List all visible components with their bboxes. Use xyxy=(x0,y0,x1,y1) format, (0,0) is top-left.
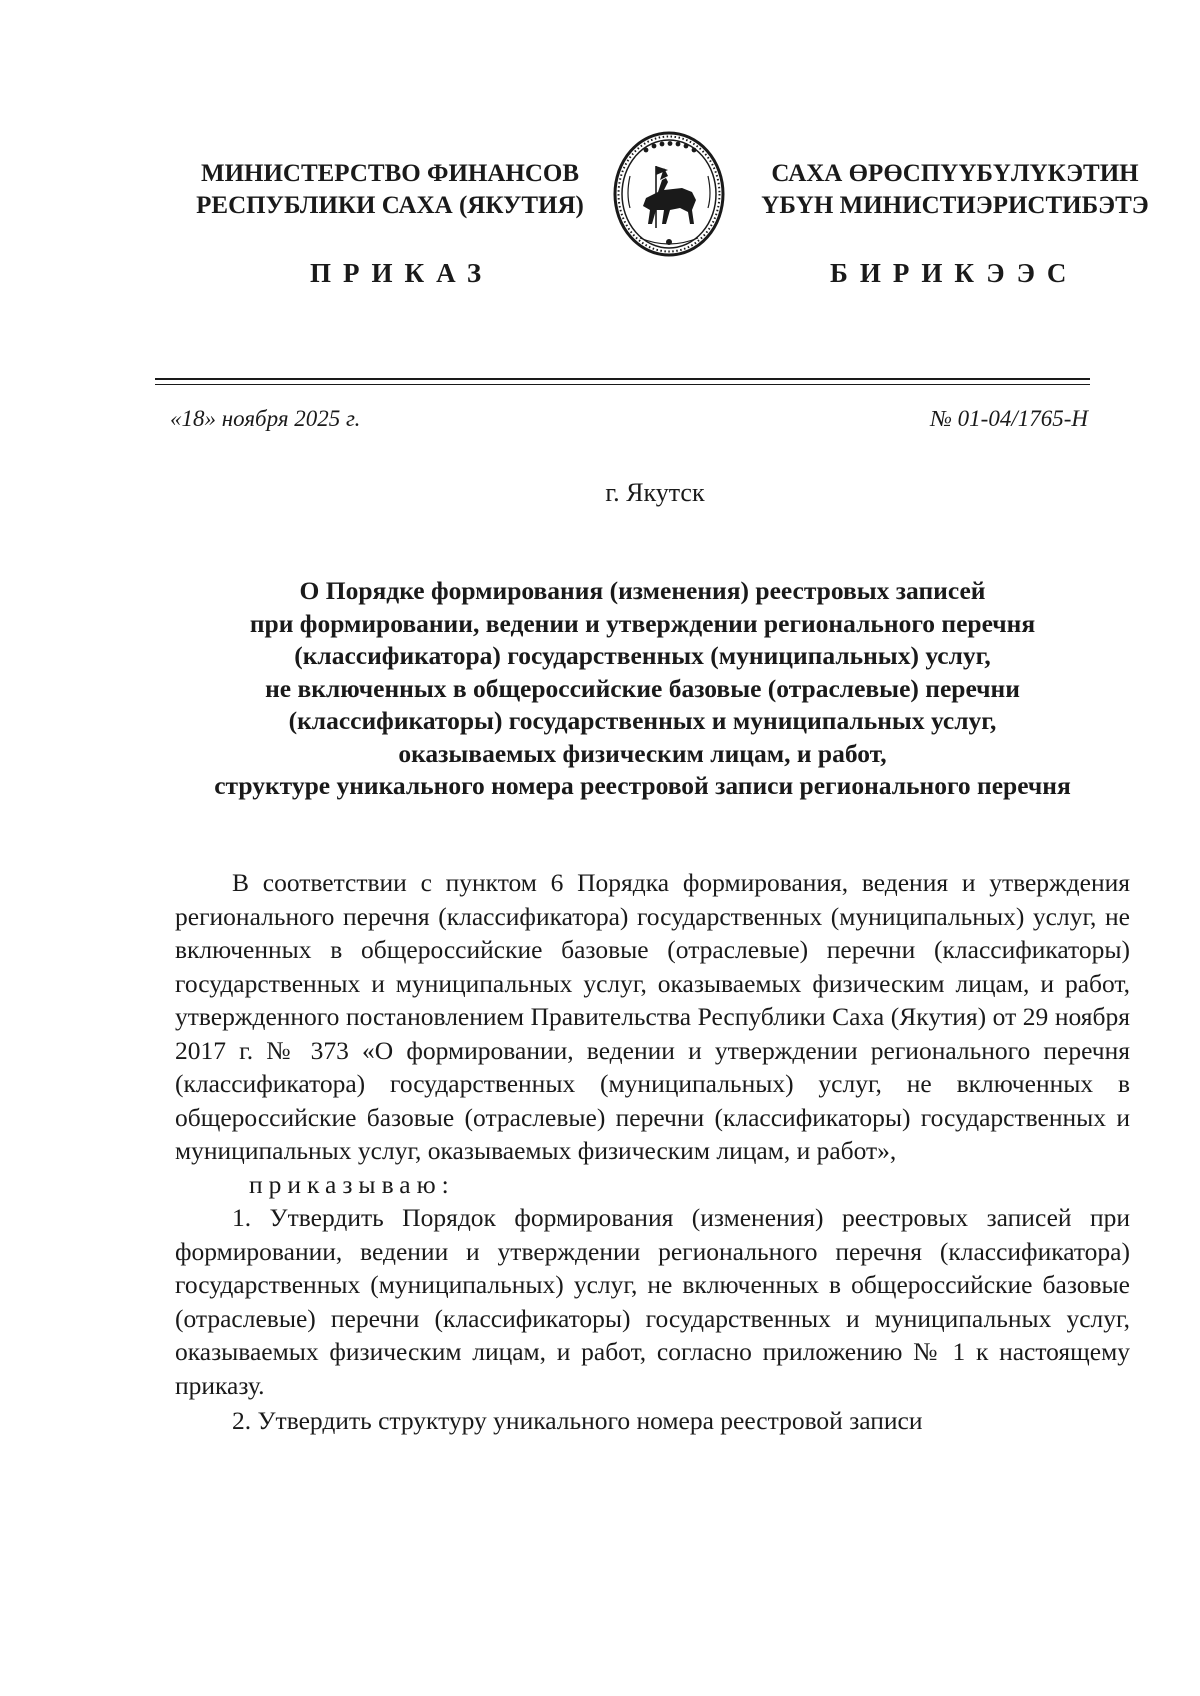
clause-1-paragraph: 1. Утвердить Порядок формирования (изменения) реестровых записей при формировании, ведении и утверждении регионального перечня (классификатора) государственных (муниципальных) услуг, не включенных в общероссийские базовые (отраслевые) перечни (классификаторы) государственных и муниципальных услуг, оказываемых физическим лицам, и работ, согласно приложению № 1 к настоящему приказу. xyxy=(175,1203,1130,1400)
title-line: О Порядке формирования (изменения) реестровых записей xyxy=(299,576,986,605)
title-line: при формировании, ведении и утверждении регионального перечня xyxy=(249,608,1036,638)
ministry-name-yakut-line-1: САХА ӨРӨСПҮҮБҮЛҮКЭТИН xyxy=(771,160,1139,187)
header-divider-thick xyxy=(155,378,1090,380)
ministry-name-line-1: МИНИСТЕРСТВО ФИНАНСОВ xyxy=(200,160,580,187)
title-line: не включенных в общероссийские базовые (отраслевые) перечни xyxy=(265,673,1020,703)
order-city: г. Якутск xyxy=(605,478,705,507)
order-heading-russian: ПРИКАЗ xyxy=(310,258,494,288)
order-number: № 01-04/1765-Н xyxy=(930,406,1088,431)
ministry-name-line-2: РЕСПУБЛИКИ САХА (ЯКУТИЯ) xyxy=(196,192,584,219)
ministry-name-russian xyxy=(175,158,605,222)
title-line: оказываемых физическим лицам, и работ, xyxy=(398,738,887,768)
clause-2-paragraph: 2. Утвердить структуру уникального номера реестровой записи xyxy=(232,1406,923,1435)
order-body xyxy=(175,866,1130,1438)
ministry-name-yakut xyxy=(745,158,1165,222)
order-date: «18» ноября 2025 г. xyxy=(170,406,361,431)
order-title xyxy=(160,575,1125,803)
title-line: (классификатора) государственных (муниципальных) услуг, xyxy=(294,641,991,670)
header-divider-thin xyxy=(155,384,1090,385)
prikazyvayu-word: приказываю: xyxy=(249,1169,455,1199)
preamble-paragraph: В соответствии с пунктом 6 Порядка формирования, ведения и утверждения регионального перечня (классификатора) государственных (муниципальных) услуг, не включенных в общероссийские базовые (отраслевые) перечни (классификаторы) государственных и муниципальных услуг, оказываемых физическим лицам, и работ, утвержденного постановлением Правительства Республики Саха (Якутия) от 29 ноября 2017 г. № 373 «О формировании, ведении и утверждении регионального перечня (классификатора) государственных (муниципальных) услуг, не включенных в общероссийские базовые (отраслевые) перечни (классификаторы) государственных и муниципальных услуг, оказываемых физическим лицам, и работ», xyxy=(175,868,1130,1165)
coat-of-arms-emblem xyxy=(610,128,728,260)
ministry-name-yakut-line-2: ҮБҮН МИНИСТИЭРИСТИБЭТЭ xyxy=(761,192,1149,219)
order-heading-yakut: БИРИКЭЭС xyxy=(830,258,1079,288)
title-line: (классификаторы) государственных и муниципальных услуг, xyxy=(288,706,997,735)
title-line: структуре уникального номера реестровой записи регионального перечня xyxy=(214,771,1071,800)
